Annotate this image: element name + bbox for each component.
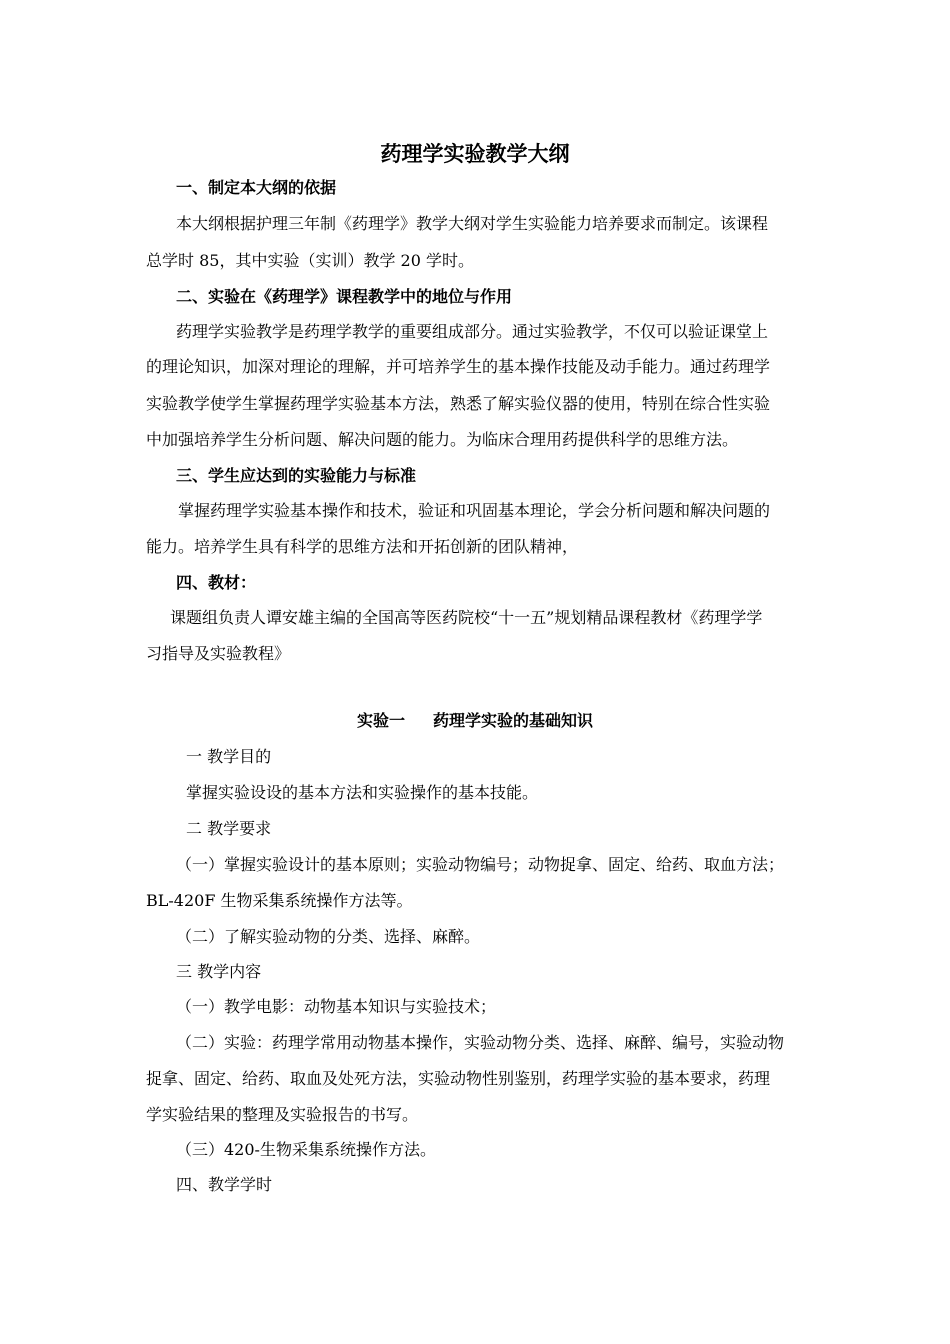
section-role-line-3: 实验教学使学生掌握药理学实验基本方法，熟悉了解实验仪器的使用，特别在综合性实验 [146,394,771,413]
experiment-number: 实验一 [356,711,405,730]
content-line-3: 捉拿、固定、给药、取血及处死方法，实验动物性别鉴别，药理学实验的基本要求，药理 [146,1069,771,1088]
objective-text: 掌握实验设设的基本方法和实验操作的基本技能。 [186,783,539,802]
requirement-line-1: （一）掌握实验设计的基本原则；实验动物编号；动物捉拿、固定、给药、取血方法； [176,855,785,874]
document-title: 药理学实验教学大纲 [380,142,570,166]
experiment-name: 药理学实验的基础知识 [433,711,594,730]
content-heading: 三 教学内容 [176,962,262,981]
section-standards-line-1: 掌握药理学实验基本操作和技术，验证和巩固基本理论，学会分析问题和解决问题的 [178,501,771,520]
section-standards-line-2: 能力。培养学生具有科学的思维方法和开拓创新的团队精神， [146,537,579,556]
content-line-1: （一）教学电影：动物基本知识与实验技术； [176,997,497,1016]
section-heading-standards: 三、学生应达到的实验能力与标准 [176,466,417,485]
section-basis-line-1: 本大纲根据护理三年制《药理学》教学大纲对学生实验能力培养要求而制定。该课程 [176,214,769,233]
content-line-4: 学实验结果的整理及实验报告的书写。 [146,1105,419,1124]
section-basis-line-2: 总学时 85，其中实验（实训）教学 20 学时。 [146,251,474,270]
objective-heading: 一 教学目的 [186,747,272,766]
section-heading-textbook: 四、教材： [176,573,257,592]
section-role-line-2: 的理论知识，加深对理论的理解，并可培养学生的基本操作技能及动手能力。通过药理学 [146,357,771,376]
experiment-title [0,711,950,731]
requirement-heading: 二 教学要求 [186,819,272,838]
section-role-line-4: 中加强培养学生分析问题、解决问题的能力。为临床合理用药提供科学的思维方法。 [146,430,739,449]
hours-heading: 四、教学学时 [176,1175,273,1194]
section-role-line-1: 药理学实验教学是药理学教学的重要组成部分。通过实验教学，不仅可以验证课堂上 [176,322,769,341]
content-line-2: （二）实验：药理学常用动物基本操作，实验动物分类、选择、麻醉、编号，实验动物 [176,1033,785,1052]
requirement-line-2: BL-420F 生物采集系统操作方法等。 [146,891,413,910]
section-heading-basis: 一、制定本大纲的依据 [176,178,337,197]
section-textbook-line-1: 课题组负责人谭安雄主编的全国高等医药院校“十一五”规划精品课程教材《药理学学 [170,608,763,627]
section-textbook-line-2: 习指导及实验教程》 [146,644,291,663]
requirement-line-3: （二）了解实验动物的分类、选择、麻醉。 [176,927,481,946]
content-line-5: （三）420-生物采集系统操作方法。 [176,1140,436,1159]
section-heading-role: 二、实验在《药理学》课程教学中的地位与作用 [176,287,513,306]
